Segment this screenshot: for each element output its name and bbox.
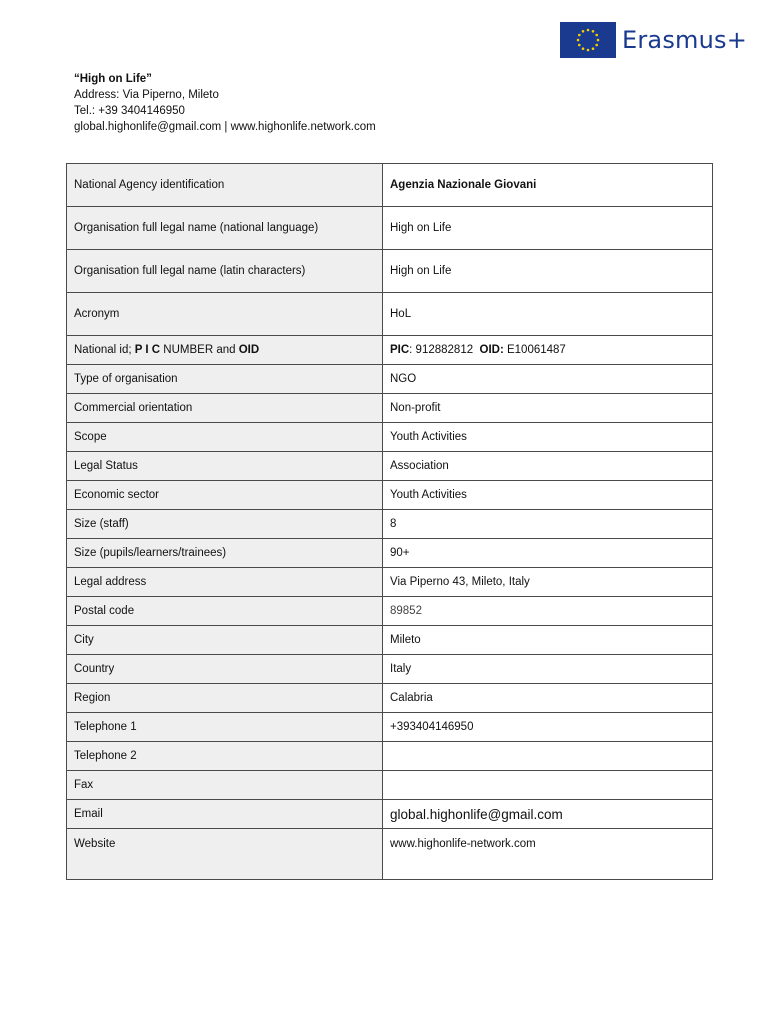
table-row xyxy=(67,539,713,568)
row-label: Acronym xyxy=(67,293,383,336)
row-label: Email xyxy=(67,800,383,829)
table-row xyxy=(67,684,713,713)
organisation-info-table xyxy=(66,163,713,880)
table-row xyxy=(67,423,713,452)
row-value: Via Piperno 43, Mileto, Italy xyxy=(383,568,713,597)
row-value: +393404146950 xyxy=(383,713,713,742)
row-label: Region xyxy=(67,684,383,713)
row-value: High on Life xyxy=(383,250,713,293)
table-row xyxy=(67,829,713,880)
row-label: City xyxy=(67,626,383,655)
row-value: Non-profit xyxy=(383,394,713,423)
row-value: Italy xyxy=(383,655,713,684)
table-row xyxy=(67,626,713,655)
org-telephone: Tel.: +39 3404146950 xyxy=(74,105,185,117)
table-row xyxy=(67,452,713,481)
row-label: Organisation full legal name (national language) xyxy=(67,207,383,250)
label-part: National id; xyxy=(74,344,135,356)
table-row xyxy=(67,597,713,626)
row-value: 8 xyxy=(383,510,713,539)
oid-value: E10061487 xyxy=(503,344,566,356)
row-value xyxy=(383,771,713,800)
row-label-national-id xyxy=(67,336,383,365)
row-label: Commercial orientation xyxy=(67,394,383,423)
table-row xyxy=(67,336,713,365)
erasmus-logo xyxy=(560,22,747,58)
row-label: Legal address xyxy=(67,568,383,597)
row-label: Website xyxy=(67,829,383,880)
table-row xyxy=(67,771,713,800)
pic-value: : 912882812 xyxy=(409,344,474,356)
row-label: Type of organisation xyxy=(67,365,383,394)
row-label: Postal code xyxy=(67,597,383,626)
row-value: Youth Activities xyxy=(383,423,713,452)
label-part-pic: P I C xyxy=(134,344,161,356)
table-row xyxy=(67,207,713,250)
row-value: Mileto xyxy=(383,626,713,655)
table-row xyxy=(67,164,713,207)
row-label: Fax xyxy=(67,771,383,800)
row-value: HoL xyxy=(383,293,713,336)
row-value xyxy=(383,164,713,207)
table-row xyxy=(67,250,713,293)
table-row xyxy=(67,742,713,771)
table-row xyxy=(67,365,713,394)
row-label: Scope xyxy=(67,423,383,452)
row-value: 90+ xyxy=(383,539,713,568)
row-value: 89852 xyxy=(383,597,713,626)
row-label: Size (pupils/learners/trainees) xyxy=(67,539,383,568)
row-value-email: global.highonlife@gmail.com xyxy=(383,800,713,829)
letterhead xyxy=(74,71,376,135)
row-value-national-id xyxy=(383,336,713,365)
row-label: Economic sector xyxy=(67,481,383,510)
row-value: Calabria xyxy=(383,684,713,713)
row-value: Association xyxy=(383,452,713,481)
org-address: Address: Via Piperno, Mileto xyxy=(74,89,219,101)
oid-label: OID: xyxy=(479,344,504,356)
row-value: Youth Activities xyxy=(383,481,713,510)
table-row xyxy=(67,568,713,597)
org-name: “High on Life” xyxy=(74,73,152,85)
label-part: NUMBER and xyxy=(160,344,239,356)
row-label: Organisation full legal name (latin characters) xyxy=(67,250,383,293)
table-row xyxy=(67,510,713,539)
table-row xyxy=(67,293,713,336)
row-value: NGO xyxy=(383,365,713,394)
table-row xyxy=(67,481,713,510)
row-label: Legal Status xyxy=(67,452,383,481)
table-row xyxy=(67,655,713,684)
table-row xyxy=(67,800,713,829)
row-value: High on Life xyxy=(383,207,713,250)
row-value xyxy=(383,742,713,771)
row-label: Telephone 2 xyxy=(67,742,383,771)
brand-name: Erasmus+ xyxy=(622,26,748,54)
row-label: Country xyxy=(67,655,383,684)
table-row xyxy=(67,394,713,423)
row-label: Telephone 1 xyxy=(67,713,383,742)
org-contact: global.highonlife@gmail.com | www.highonlife.network.com xyxy=(74,121,376,133)
pic-label: PIC xyxy=(390,344,410,356)
table-row xyxy=(67,713,713,742)
national-agency-value: Agenzia Nazionale Giovani xyxy=(390,179,537,191)
label-part-oid: OID xyxy=(238,344,260,356)
row-label: Size (staff) xyxy=(67,510,383,539)
row-value-website: www.highonlife-network.com xyxy=(383,829,713,880)
eu-flag-icon xyxy=(560,22,616,58)
row-label: National Agency identification xyxy=(67,164,383,207)
